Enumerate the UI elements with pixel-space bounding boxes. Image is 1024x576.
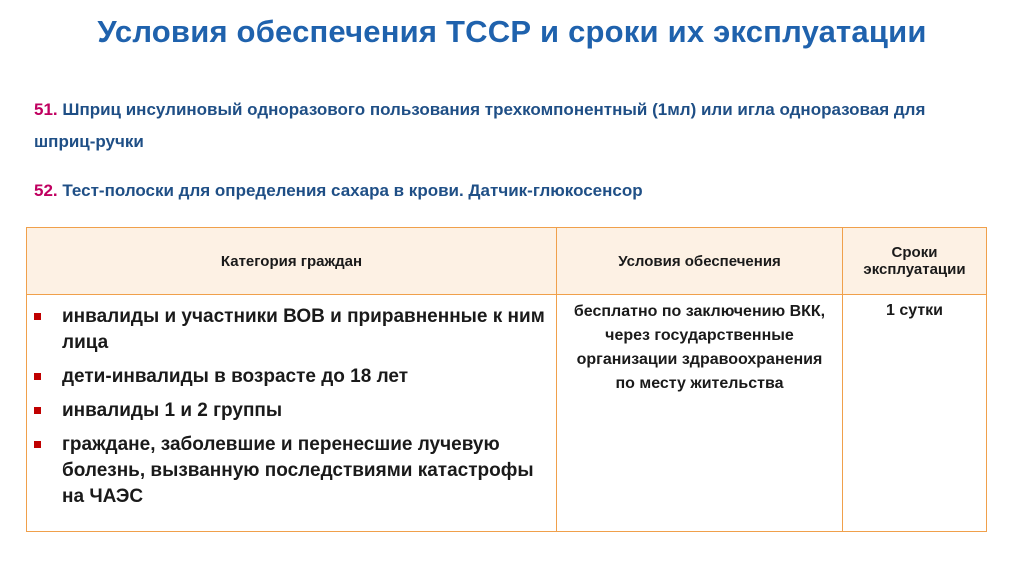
header-category: Категория граждан bbox=[27, 228, 557, 295]
item-number: 51. bbox=[34, 100, 58, 119]
item-51 bbox=[34, 94, 934, 158]
item-52 bbox=[34, 175, 934, 207]
item-text: Шприц инсулиновый одноразового пользования трехкомпонентный (1мл) или игла одноразовая для шприц-ручки bbox=[34, 100, 926, 151]
bullet-icon bbox=[34, 313, 41, 320]
list-item: граждане, заболевшие и перенесшие лучевую болезнь, вызванную последствиями катастрофы на ЧАЭС bbox=[34, 432, 545, 510]
table-row bbox=[27, 295, 987, 532]
header-conditions: Условия обеспечения bbox=[557, 228, 843, 295]
bullet-icon bbox=[34, 441, 41, 448]
page-title: Условия обеспечения ТССР и сроки их эксплуатации bbox=[97, 14, 927, 49]
period-text: 1 сутки bbox=[885, 302, 943, 319]
item-number: 52. bbox=[34, 181, 58, 200]
list-item: дети-инвалиды в возрасте до 18 лет bbox=[34, 364, 545, 390]
bullet-icon bbox=[34, 373, 41, 380]
table-header-row bbox=[27, 228, 987, 295]
list-item: инвалиды и участники ВОВ и приравненные к ним лица bbox=[34, 304, 545, 356]
bullet-icon bbox=[34, 407, 41, 414]
category-list bbox=[28, 296, 555, 510]
header-period: Сроки эксплуатации bbox=[843, 228, 987, 295]
conditions-cell bbox=[557, 295, 843, 532]
period-cell bbox=[843, 295, 987, 532]
conditions-text: бесплатно по заключению ВКК, через государственные организации здравоохранения по месту жительства bbox=[573, 303, 826, 392]
provision-table bbox=[26, 227, 987, 532]
item-text: Тест-полоски для определения сахара в крови. Датчик-глюкосенсор bbox=[62, 181, 643, 200]
category-cell bbox=[27, 295, 557, 532]
list-item: инвалиды 1 и 2 группы bbox=[34, 398, 545, 424]
